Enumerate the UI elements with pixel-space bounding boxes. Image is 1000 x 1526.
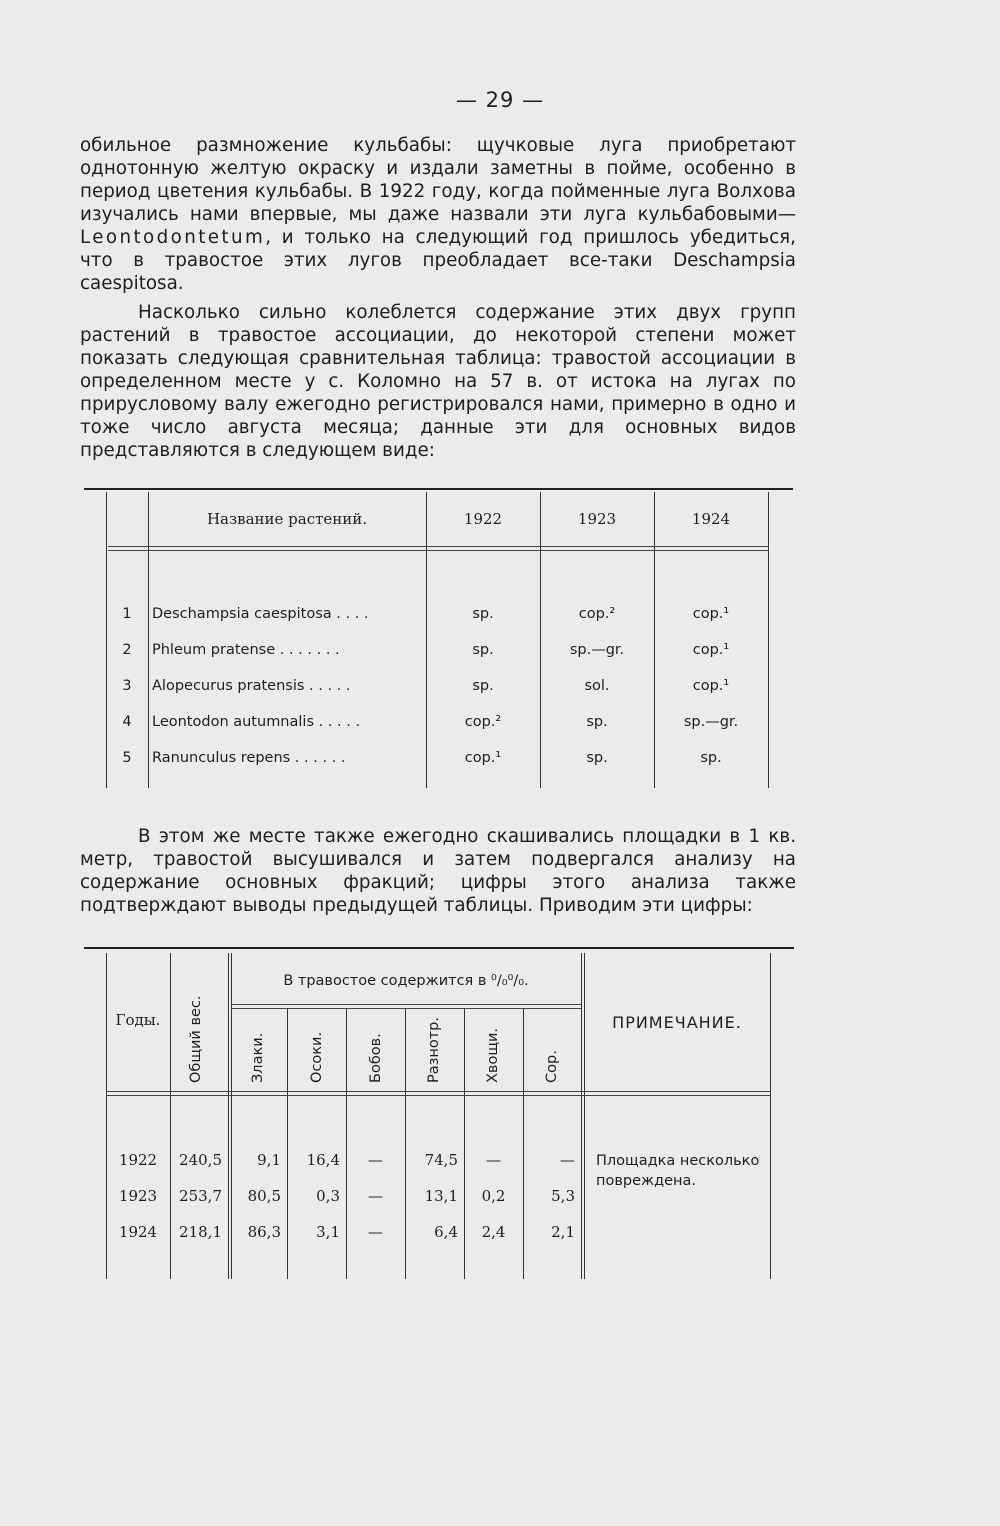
col-rule [581,953,582,1279]
col-rule [228,953,229,1279]
header-rule [108,550,769,551]
header-rule [106,1095,770,1096]
row-number: 2 [122,642,132,658]
row-weight: 240,5 [179,1151,222,1169]
paragraph-1-text-a: обильное размножение кульбабы: щучковые луга приобретают однотонную желтую окраску и издали заметны в пойме, особенно в период цветения кульбабы. В 1922 году, когда пойменные луга Волхова изучались нами впервые, мы даже назвали эти луга кульбабовыми— [80,135,796,225]
col-rule [148,492,149,788]
value-1922: sp. [472,642,494,658]
species-name: Deschampsia caespitosa . . . . [152,606,369,622]
species-name: Leontodon autumnalis . . . . . [152,714,361,730]
row-horsetails: 2,4 [481,1223,506,1241]
paragraph-2: Насколько сильно колеблется содержание этих двух групп растений в травостое ассоциации, до некоторой степени может показать следующая сравнительная таблица: травостой ассоциации в определенном месте у с. Коломно на 57 в. от истока на лугах по прирусловому валу ежегодно регистрировался нами, примерно в одно и тоже число августа месяца; данные эти для основных видов представляются в следующем виде: [80,302,796,461]
fractions-table [84,947,794,1279]
row-weight: 218,1 [179,1223,222,1241]
value-1924: cop.¹ [692,678,730,694]
value-1923: cop.² [578,606,616,622]
header-years: Годы. [115,1011,161,1029]
page-number: — 29 — [455,88,545,112]
row-legumes: — [368,1187,383,1205]
paragraph-1-text-b: , и только на следующий год пришлось убедиться, что в травостое этих лугов преобладает все-таки Deschampsia caespitosa. [80,227,796,294]
species-name: Phleum pratense . . . . . . . [152,642,340,658]
row-note: Площадка несколько повреждена. [596,1153,760,1189]
value-1924: cop.¹ [692,606,730,622]
value-1924: cop.¹ [692,642,730,658]
species-name: Ranunculus repens . . . . . . [152,750,346,766]
value-1922: sp. [472,678,494,694]
header-sedges: Осоки. [309,1031,325,1083]
header-1923: 1923 [577,510,617,528]
row-sedges: 16,4 [306,1151,340,1169]
row-legumes: — [368,1223,383,1241]
col-rule [106,492,107,788]
row-cereals: 86,3 [247,1223,281,1241]
paragraph-3: В этом же месте также ежегодно скашивались площадки в 1 кв. метр, травостой высушивался и затем подвергался анализу на содержание основных фракций; цифры этого анализа также подтверждают выводы предыдущей таблицы. Приводим эти цифры: [80,826,796,916]
row-horsetails: — [486,1151,501,1169]
value-1923: sp. [586,714,608,730]
row-number: 4 [122,714,132,730]
header-forbs: Разнотр. [426,1017,442,1083]
value-1924: sp. [700,750,722,766]
paragraph-1 [80,134,796,295]
row-number: 5 [122,750,132,766]
value-1924: sp.—gr. [683,714,739,730]
value-1922: cop.¹ [464,750,502,766]
table-top-rule [84,947,794,949]
header-cereals: Злаки. [250,1032,266,1083]
row-weeds: 2,1 [551,1223,575,1241]
paragraph-1-spaced-term: Leontodontetum [80,227,266,248]
row-forbs: 74,5 [424,1151,458,1169]
col-rule [426,492,427,788]
col-rule [584,953,585,1279]
header-1924: 1924 [691,510,731,528]
row-forbs: 13,1 [424,1187,458,1205]
header-rule [106,1091,770,1092]
row-sedges: 3,1 [316,1223,340,1241]
header-legumes: Бобов. [368,1033,384,1083]
row-horsetails: 0,2 [481,1187,506,1205]
header-1922: 1922 [463,510,503,528]
row-number: 3 [122,678,132,694]
col-rule [770,953,771,1279]
row-legumes: — [368,1151,383,1169]
header-name: Название растений. [206,510,368,528]
table-top-rule [84,488,793,490]
species-table [84,488,793,788]
row-sedges: 0,3 [316,1187,340,1205]
row-number: 1 [122,606,132,622]
row-weight: 253,7 [179,1187,222,1205]
group-rule [231,1008,581,1009]
header-weeds: Сор. [544,1050,560,1083]
header-weight: Общий вес. [188,995,204,1083]
col-rule [540,492,541,788]
header-rule [108,546,769,547]
header-horsetails: Хвощи. [485,1027,501,1083]
row-weeds: 5,3 [551,1187,575,1205]
header-group: В травостое содержится в ⁰/₀⁰/₀. [283,973,529,989]
col-rule [654,492,655,788]
value-1923: sp.—gr. [569,642,625,658]
value-1922: sp. [472,606,494,622]
row-year: 1922 [118,1151,158,1169]
value-1923: sp. [586,750,608,766]
row-year: 1924 [118,1223,158,1241]
row-forbs: 6,4 [434,1223,458,1241]
species-name: Alopecurus pratensis . . . . . [152,678,351,694]
row-weeds: — [560,1151,575,1169]
value-1922: cop.² [464,714,502,730]
row-cereals: 9,1 [257,1151,281,1169]
col-rule [768,492,769,788]
row-year: 1923 [118,1187,158,1205]
value-1923: sol. [584,678,610,694]
row-cereals: 80,5 [247,1187,281,1205]
header-note: ПРИМЕЧАНИЕ. [612,1013,742,1032]
group-rule [231,1004,581,1005]
